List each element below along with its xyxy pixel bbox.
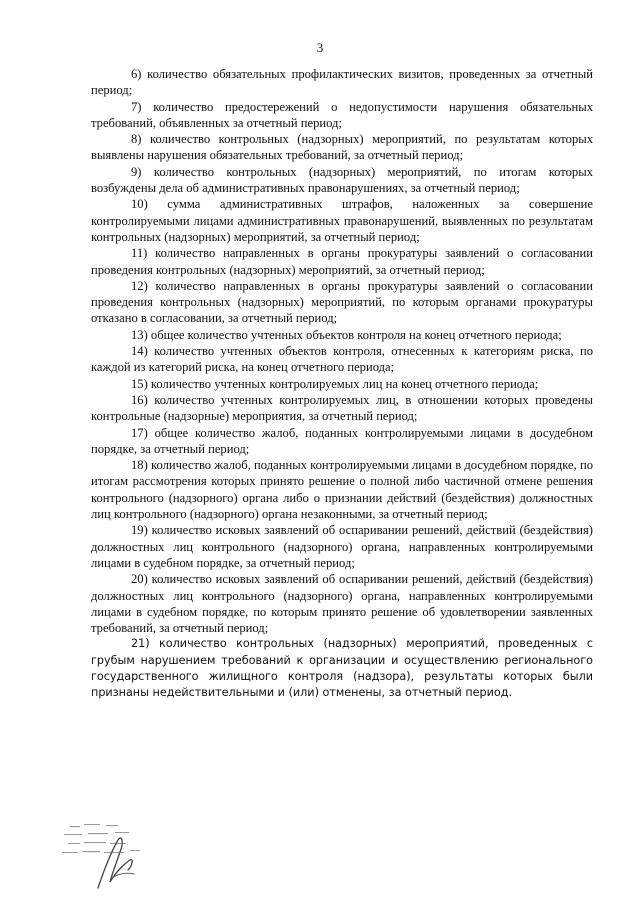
- list-item-10: 10) сумма административных штрафов, наложенных за совершение контролируемыми лицами административных правонарушений, выявленных по результатам контрольных (надзорных) мероприятий, за отчетный период;: [91, 197, 593, 244]
- list-item-17: 17) общее количество жалоб, поданных контролируемыми лицами в досудебном порядке, за отчетный период;: [91, 425, 593, 456]
- faint-stamp-marks: [62, 824, 140, 853]
- list-item-18: 18) количество жалоб, поданных контролируемыми лицами в досудебном порядке, по итогам рассмотрения которых принято решение о полной либо частичной отмене решения контрольного (надзорного) органа либо о признании действий (бездействия) должностных лиц контрольного (надзорного) органа незаконными, за отчетный период;: [91, 458, 593, 522]
- list-item-15: 15) количество учтенных контролируемых лиц на конец отчетного периода;: [131, 376, 539, 391]
- list-item-16: 16) количество учтенных контролируемых лиц, в отношении которых проведены контрольные (надзорные) мероприятия, за отчетный период;: [91, 392, 593, 424]
- list-item-13: 13) общее количество учтенных объектов контроля на конец отчетного периода;: [131, 327, 562, 342]
- page-number: 3: [316, 40, 324, 55]
- list-item-6: 6) количество обязательных профилактических визитов, проведенных за отчетный период;: [91, 67, 593, 98]
- list-item-14: 14) количество учтенных объектов контроля, отнесенных к категориям риска, по каждой из категорий риска, на конец отчетного периода;: [91, 344, 593, 375]
- list-item-7: 7) количество предостережений о недопустимости нарушения обязательных требований, объявленных за отчетный период;: [91, 99, 593, 130]
- list-item-21: 21) количество контрольных (надзорных) мероприятий, проведенных с грубым нарушением требований к организации и осуществлению регионального государственного жилищного контроля (надзора), результаты которых были признаны недействительными и (или) отменены, за отчетный период.: [91, 637, 593, 700]
- signature-icon: [98, 838, 132, 888]
- list-item-12: 12) количество направленных в органы прокуратуры заявлений о согласовании проведения контрольных (надзорных) мероприятий, по которым органами прокуратуры отказано в согласовании, за отчетный период;: [91, 278, 593, 326]
- list-item-11: 11) количество направленных в органы прокуратуры заявлений о согласовании проведения контрольных (надзорных) мероприятий, за отчетный период;: [91, 246, 593, 277]
- signature-stamp: [60, 812, 170, 892]
- list-item-8: 8) количество контрольных (надзорных) мероприятий, по результатам которых выявлены нарушения обязательных требований, за отчетный период;: [91, 132, 593, 163]
- list-item-9: 9) количество контрольных (надзорных) мероприятий, по итогам которых возбуждены дела об административных правонарушениях, за отчетный период;: [91, 164, 593, 196]
- list-item-20: 20) количество исковых заявлений об оспаривании решений, действий (бездействия) должностных лиц контрольного (надзорного) органа, направленных контролируемыми лицами в судебном порядке, по которым принято решение об удовлетворении заявленных требований, за отчетный период;: [91, 572, 593, 636]
- document-body: [91, 66, 593, 702]
- list-item-19: 19) количество исковых заявлений об оспаривании решений, действий (бездействия) должностных лиц контрольного (надзорного) органа, направленных контролируемыми лицами в судебном порядке, за отчетный период;: [91, 523, 593, 570]
